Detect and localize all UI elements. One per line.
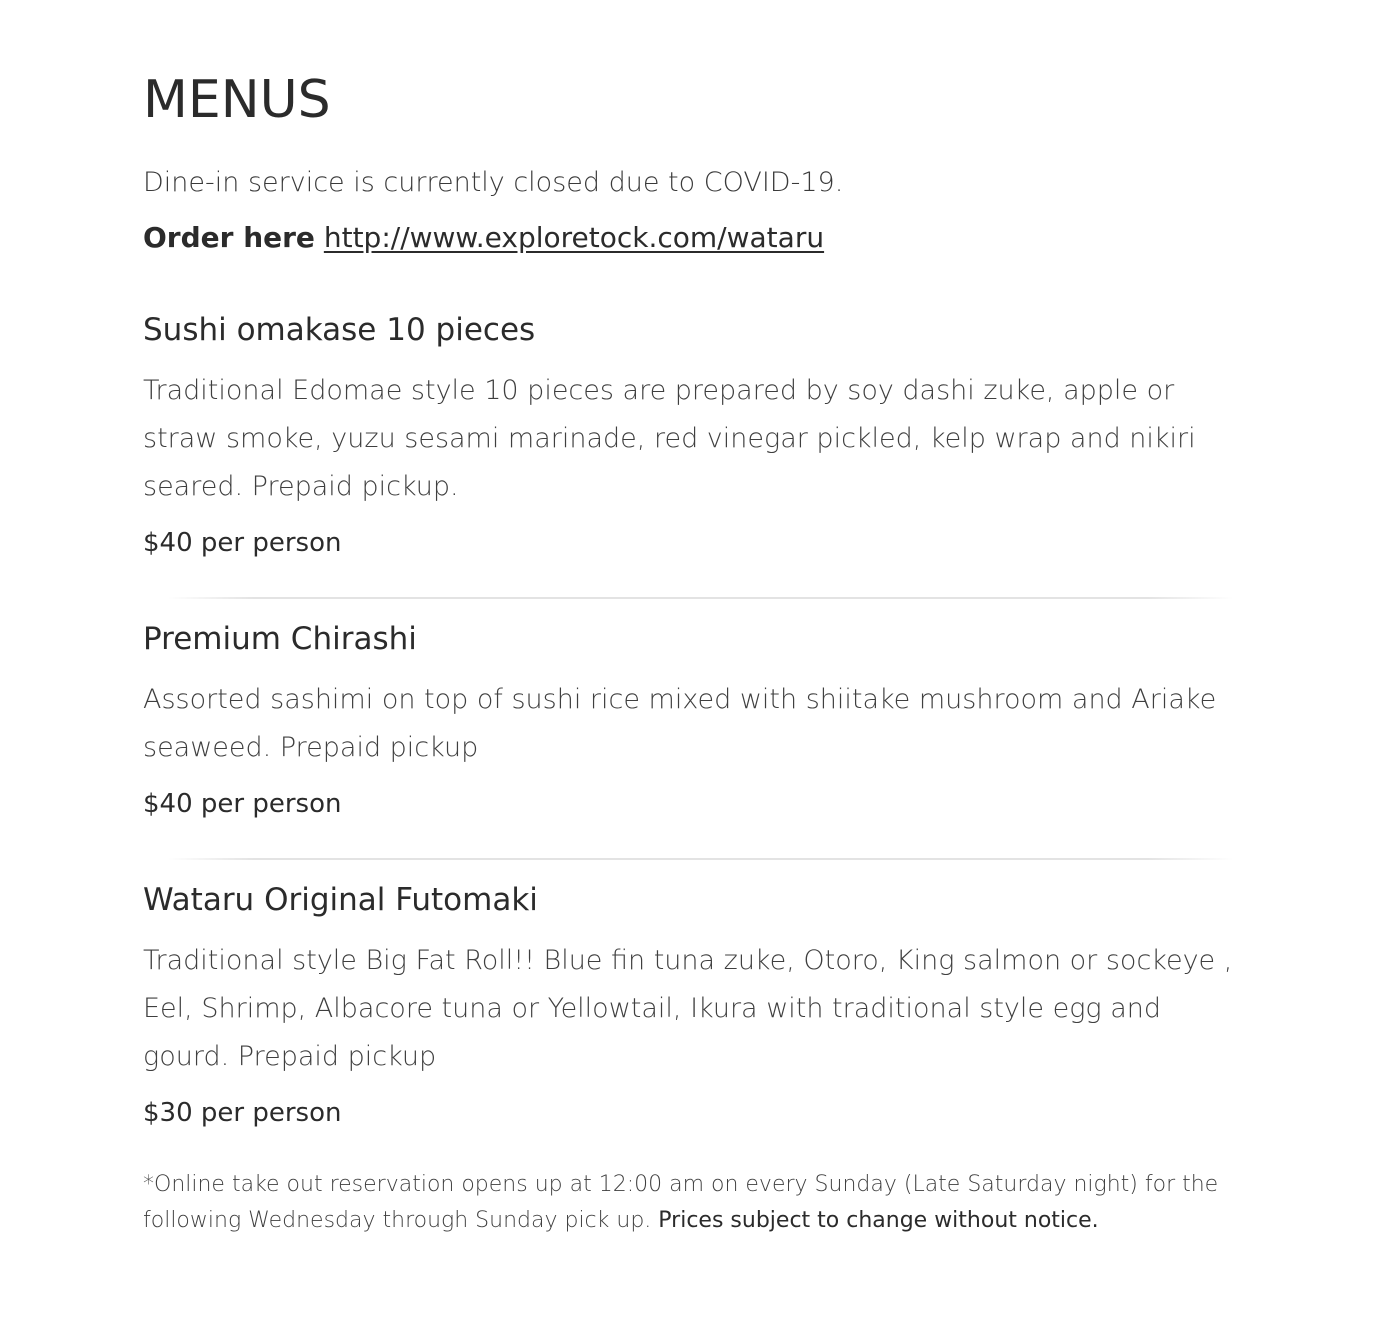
divider bbox=[168, 858, 1233, 860]
menu-item-price: $40 per person bbox=[143, 528, 342, 558]
menus-page bbox=[143, 68, 1253, 1239]
menu-item-description: Assorted sashimi on top of sushi rice mixed with shiitake mushroom and Ariake seaweed. Prepaid pickup bbox=[143, 684, 1217, 763]
divider bbox=[168, 597, 1233, 599]
menu-item bbox=[143, 880, 1253, 1133]
menu-item-title: Wataru Original Futomaki bbox=[143, 882, 538, 918]
order-line bbox=[143, 218, 1253, 258]
footnote-bold: Prices subject to change without notice. bbox=[658, 1208, 1099, 1233]
menu-item bbox=[143, 619, 1253, 824]
covid-notice: Dine-in service is currently closed due to COVID-19. bbox=[143, 167, 844, 198]
menu-item-title: Sushi omakase 10 pieces bbox=[143, 312, 536, 348]
order-link[interactable]: http://www.exploretock.com/wataru bbox=[323, 221, 825, 254]
menu-item-title: Premium Chirashi bbox=[143, 621, 417, 657]
menu-item-price: $40 per person bbox=[143, 789, 342, 819]
menu-item-description: Traditional style Big Fat Roll!! Blue fin tuna zuke, Otoro, King salmon or sockeye , Eel, Shrimp, Albacore tuna or Yellowtail, Ikura with traditional style egg and gourd. Prepaid pickup bbox=[143, 945, 1233, 1072]
menu-item-description: Traditional Edomae style 10 pieces are prepared by soy dashi zuke, apple or straw smoke, yuzu sesami marinade, red vinegar pickled, kelp wrap and nikiri seared. Prepaid pickup. bbox=[143, 375, 1196, 502]
menu-item-price: $30 per person bbox=[143, 1098, 342, 1128]
order-label: Order here bbox=[143, 221, 315, 254]
page-title: MENUS bbox=[143, 70, 331, 130]
footnote-text: *Online take out reservation opens up at 12:00 am on every Sunday (Late Saturday night) for the following Wednesday through Sunday pick up. bbox=[143, 1172, 1219, 1233]
footnote bbox=[143, 1167, 1253, 1239]
menu-item bbox=[143, 310, 1253, 563]
